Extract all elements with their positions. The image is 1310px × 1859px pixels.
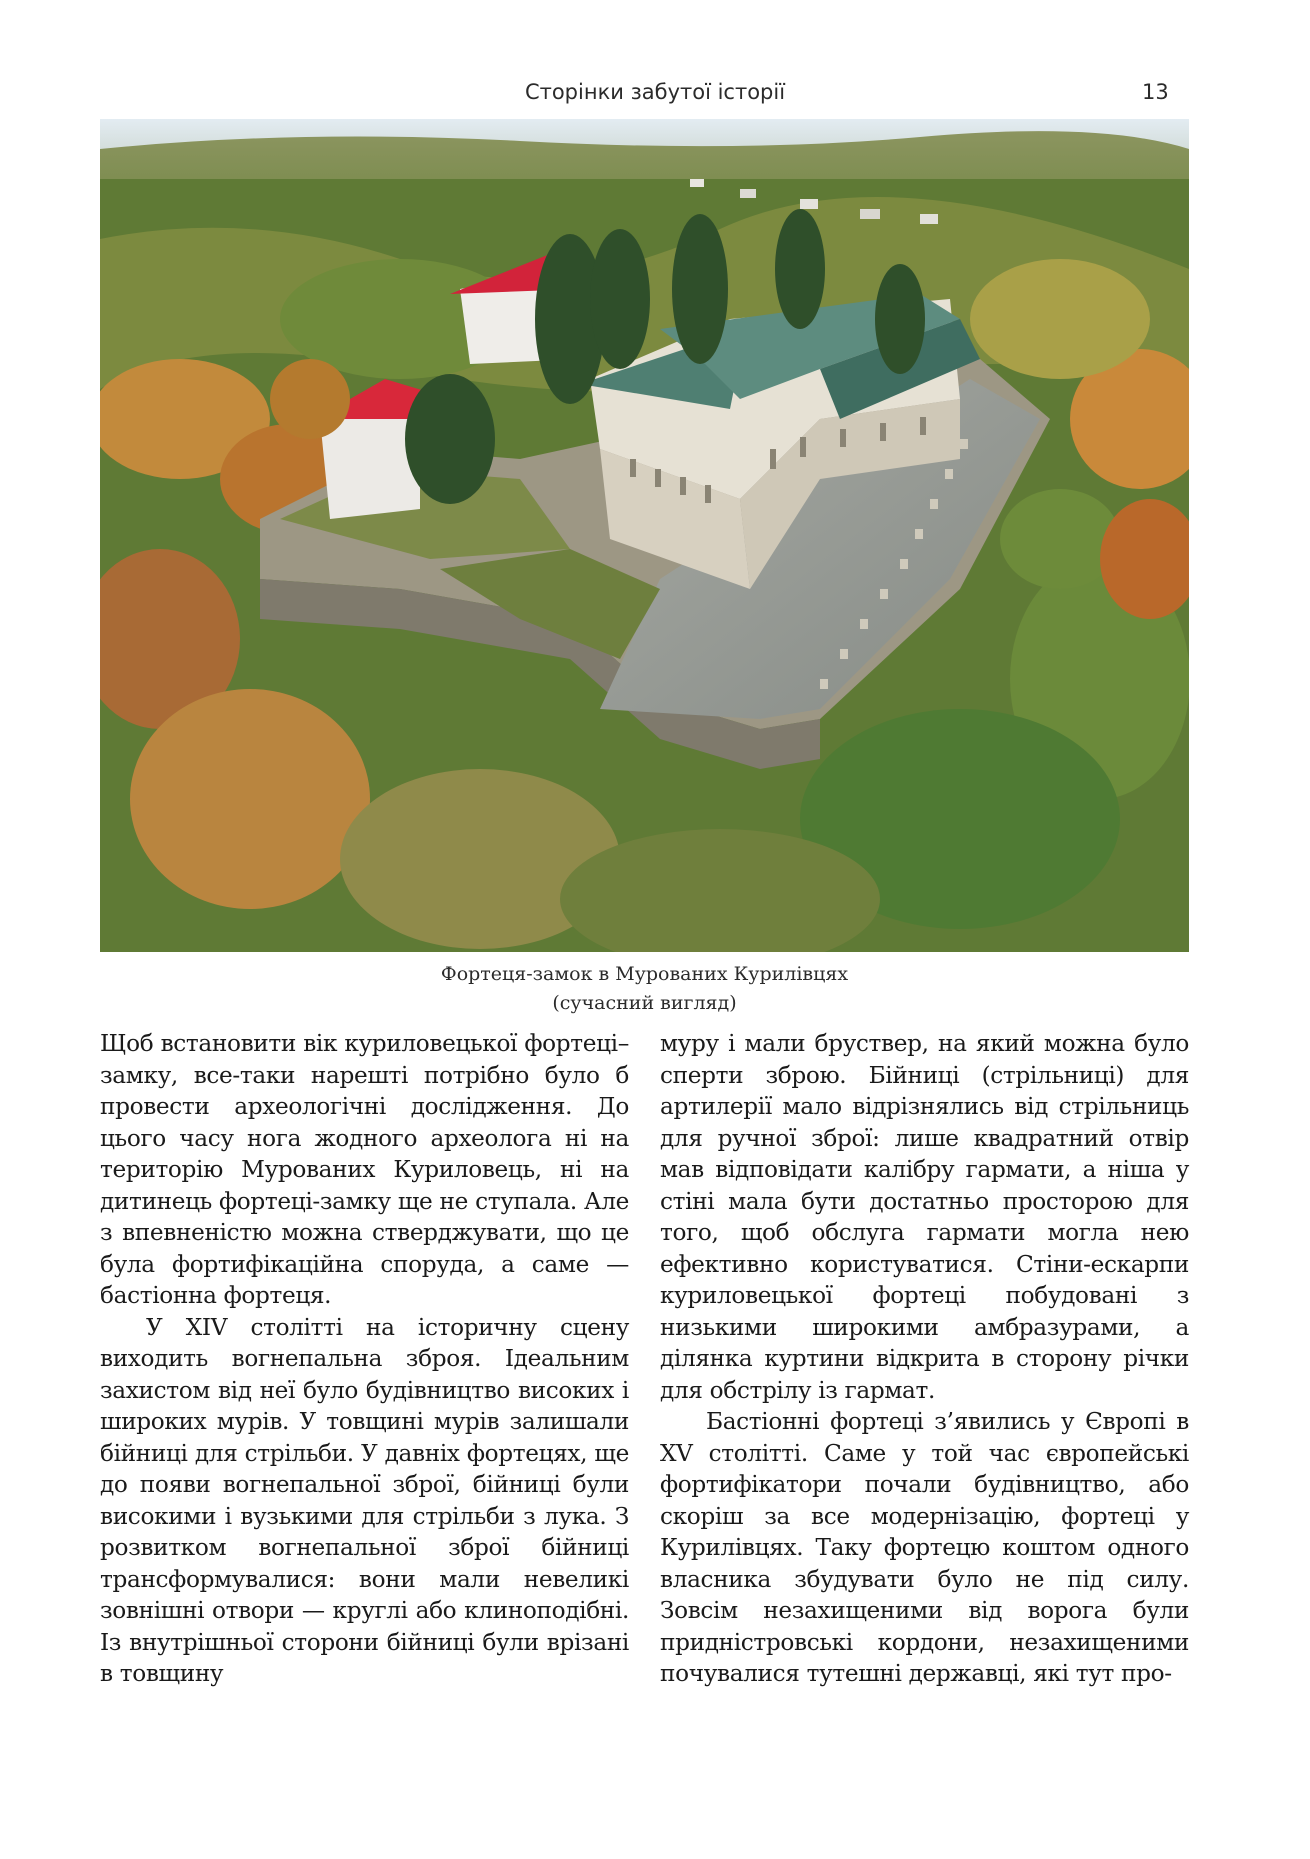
paragraph: муру і мали бруствер, на який можна було сперти зброю. Бійниці (стрільниці) для артилерії мало відрізнялись від стрільниць для ручної зброї: лише квадратний отвір мав відповідати калібру гармати, а ніша у стіні мала бути достатньо просторою для того, щоб обслуга гармати могла нею ефективно користуватися. Стіни-ескарпи куриловецької фортеці побудовані з низькими широкими амбразурами, а ділянка куртини відкрита в сторону річки для обстрілу із гармат.	[660, 1030, 1189, 1404]
figure-caption	[100, 960, 1189, 1018]
paragraph: Бастіонні фортеці з’явились у Європі в XV столітті. Саме у той час європейські фортифікатори почали будівництво, або скоріш за все модернізацію, фортеці у Курилівцях. Таку фортецю коштом одного власника збудувати було не під силу. Зовсім незахищеними від ворога були придністровські кордони, незахищеними почувалися тутешні державці, які тут про-	[660, 1408, 1189, 1687]
caption-line: (сучасний вигляд)	[552, 992, 737, 1014]
aerial-castle-photo	[100, 119, 1189, 952]
paragraph: У XIV столітті на історичну сцену виходить вогнепальна зброя. Ідеальним захистом від неї було будівництво високих і широких мурів. У товщині мурів залишали бійниці для стрільби. У давніх фортецях, ще до появи вогнепальної зброї, бійниці були високими і вузькими для стрільби з лука. З розвитком вогнепальної зброї бійниці трансформувалися: вони мали невеликі зовнішні отвори — круглі або клиноподібні. Із внутрішньої сторони бійниці були врізані в товщину	[100, 1313, 629, 1687]
running-title: Сторінки забутої історії	[524, 80, 786, 104]
page-number: 13	[1142, 80, 1169, 104]
photo-illustration	[100, 119, 1189, 952]
text-column-left	[100, 1028, 629, 1690]
paragraph: Щоб встановити вік куриловецької фортеці–замку, все-таки нарешті потрібно було б провести археологічні дослідження. До цього часу нога жодного археолога ні на територію Мурованих Куриловець, ні на дитинець фортеці-замку ще не ступала. Але з впевненістю можна стверджувати, що це була фортифікаційна споруда, а саме — бастіонна фортеця.	[100, 1030, 629, 1309]
caption-line: Фортеця-замок в Мурованих Курилівцях	[440, 963, 849, 985]
text-column-right	[660, 1028, 1189, 1690]
